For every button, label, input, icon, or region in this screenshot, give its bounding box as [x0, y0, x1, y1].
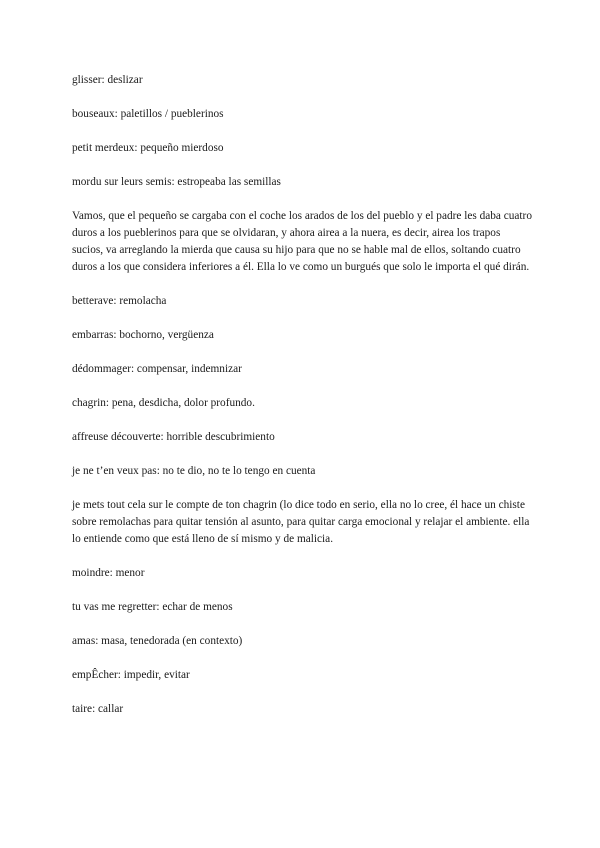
vocab-entry: dédommager: compensar, indemnizar — [72, 363, 242, 375]
vocab-entry: bouseaux: paletillos / pueblerinos — [72, 108, 224, 120]
vocab-entry: je ne t’en veux pas: no te dio, no te lo tengo en cuenta — [72, 465, 316, 477]
vocab-entry: amas: masa, tenedorada (en contexto) — [72, 635, 243, 647]
vocab-entry: betterave: remolacha — [72, 295, 167, 307]
vocab-entry: moindre: menor — [72, 567, 145, 579]
vocab-entry: petit merdeux: pequeño mierdoso — [72, 142, 224, 154]
document-body — [72, 72, 534, 735]
vocab-entry: mordu sur leurs semis: estropeaba las semillas — [72, 176, 281, 188]
vocab-entry: glisser: deslizar — [72, 74, 143, 86]
vocab-entry: empÊcher: impedir, evitar — [72, 669, 190, 681]
vocab-entry: embarras: bochorno, vergüenza — [72, 329, 214, 341]
vocab-entry: tu vas me regretter: echar de menos — [72, 601, 233, 613]
commentary-paragraph: je mets tout cela sur le compte de ton chagrin (lo dice todo en serio, ella no lo cree, él hace un chiste sobre remolachas para quitar tensión al asunto, para quitar carga emocional y relajar el ambiente. ella lo entiende como que está lleno de sí mismo y de malicia. — [72, 499, 530, 545]
vocab-entry: affreuse découverte: horrible descubrimiento — [72, 431, 275, 443]
commentary-paragraph: Vamos, que el pequeño se cargaba con el coche los arados de los del pueblo y el padre les daba cuatro duros a los pueblerinos para que se olvidaran, y ahora airea a la nuera, es decir, airea los trapos sucios, va arreglando la mierda que causa su hijo para que no se hable mal de ellos, soltando cuatro duros a los que considera inferiores a él. Ella lo ve como un burgués que solo le importa el qué dirán. — [72, 210, 532, 273]
vocab-entry: chagrin: pena, desdicha, dolor profundo. — [72, 397, 255, 409]
vocab-entry: taire: callar — [72, 703, 124, 715]
